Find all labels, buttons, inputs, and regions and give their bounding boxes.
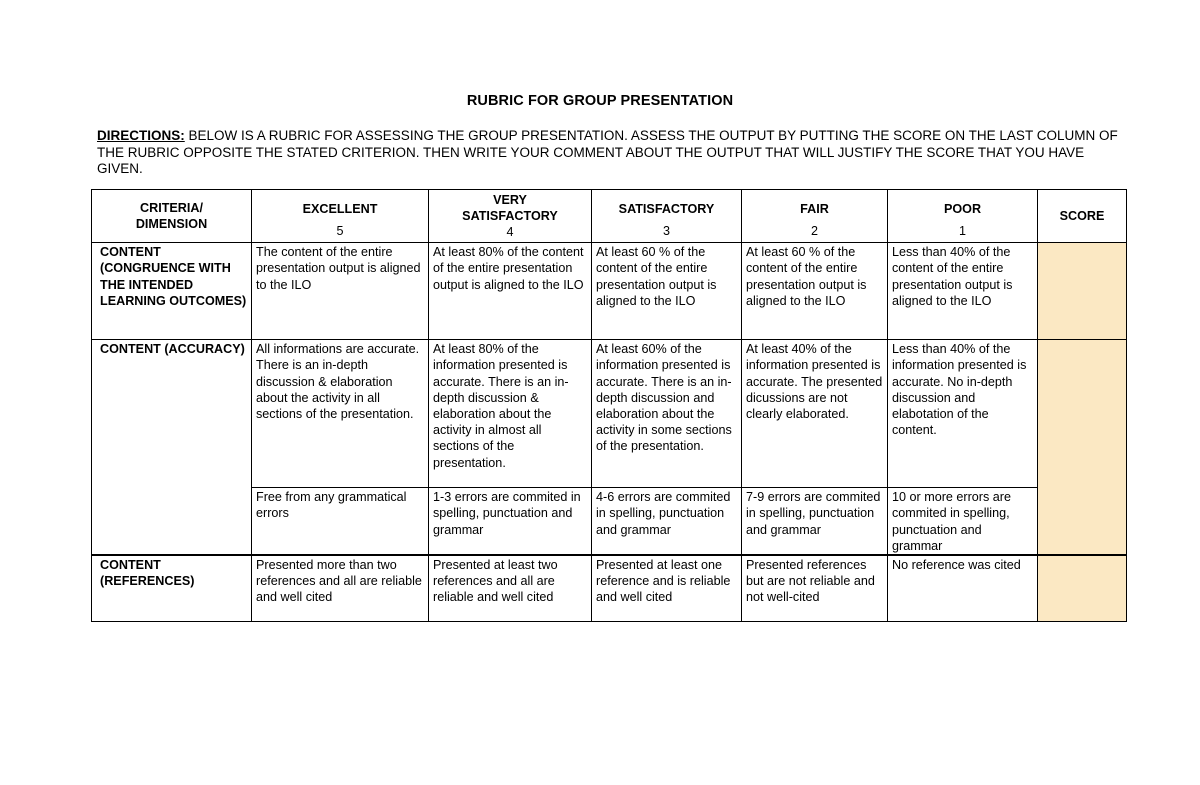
satisfactory-cell: At least 60% of the information presented is accurate. There is an in-depth discussion and elaboration about the activity in some sections of the presentation. bbox=[592, 340, 742, 488]
very-satisfactory-cell: 1-3 errors are commited in spelling, punctuation and grammar bbox=[429, 488, 592, 555]
satisfactory-cell: At least 60 % of the content of the entire presentation output is aligned to the ILO bbox=[592, 243, 742, 340]
table-row bbox=[92, 555, 1127, 621]
satisfactory-cell: 4-6 errors are commited in spelling, punctuation and grammar bbox=[592, 488, 742, 555]
very-satisfactory-cell: At least 80% of the content of the entire presentation output is aligned to the ILO bbox=[429, 243, 592, 340]
header-poor-score: 1 bbox=[958, 224, 966, 238]
header-very-satisfactory-label: VERY SATISFACTORY bbox=[462, 193, 558, 224]
criterion-cell: CONTENT (CONGRUENCE WITH THE INTENDED LEARNING OUTCOMES) bbox=[92, 243, 252, 340]
very-satisfactory-cell: At least 80% of the information presented is accurate. There is an in-depth discussion & elaboration about the activity in almost all sections of the presentation. bbox=[429, 340, 592, 488]
score-input-cell[interactable] bbox=[1038, 243, 1127, 340]
header-fair-score: 2 bbox=[810, 224, 818, 238]
header-fair bbox=[742, 190, 888, 243]
fair-cell: At least 60 % of the content of the entire presentation output is aligned to the ILO bbox=[742, 243, 888, 340]
directions-paragraph bbox=[97, 128, 1127, 178]
score-input-cell[interactable] bbox=[1038, 555, 1127, 621]
poor-cell: 10 or more errors are commited in spelling, punctuation and grammar bbox=[888, 488, 1038, 555]
excellent-cell: Presented more than two references and all are reliable and well cited bbox=[252, 555, 429, 621]
header-poor bbox=[888, 190, 1038, 243]
header-criteria bbox=[92, 190, 252, 243]
directions-text: BELOW IS A RUBRIC FOR ASSESSING THE GROUP PRESENTATION. ASSESS THE OUTPUT BY PUTTING THE SCORE ON THE LAST COLUMN OF THE RUBRIC OPPOSITE THE STATED CRITERION. THEN WRITE YOUR COMMENT ABOUT THE OUTPUT THAT WILL JUSTIFY THE SCORE THAT YOU HAVE GIVEN. bbox=[97, 128, 1118, 176]
header-poor-label: POOR bbox=[943, 202, 982, 216]
criterion-cell: CONTENT (REFERENCES) bbox=[92, 555, 252, 621]
rubric-table bbox=[91, 189, 1127, 622]
table-row bbox=[92, 340, 1127, 488]
header-excellent-score: 5 bbox=[336, 224, 344, 238]
satisfactory-cell: Presented at least one reference and is reliable and well cited bbox=[592, 555, 742, 621]
directions-label: DIRECTIONS: bbox=[97, 128, 185, 143]
poor-cell: No reference was cited bbox=[888, 555, 1038, 621]
criterion-cell: CONTENT (ACCURACY) bbox=[92, 340, 252, 555]
poor-cell: Less than 40% of the content of the entire presentation output is aligned to the ILO bbox=[888, 243, 1038, 340]
header-excellent bbox=[252, 190, 429, 243]
header-score-label: SCORE bbox=[1059, 209, 1105, 223]
fair-cell: 7-9 errors are commited in spelling, punctuation and grammar bbox=[742, 488, 888, 555]
excellent-cell: The content of the entire presentation output is aligned to the ILO bbox=[252, 243, 429, 340]
table-row bbox=[92, 243, 1127, 340]
header-very-satisfactory-score: 4 bbox=[506, 225, 514, 239]
fair-cell: At least 40% of the information presented is accurate. The presented dicussions are not clearly elaborated. bbox=[742, 340, 888, 488]
header-satisfactory-score: 3 bbox=[662, 224, 670, 238]
header-fair-label: FAIR bbox=[800, 202, 829, 216]
header-satisfactory-label: SATISFACTORY bbox=[618, 202, 715, 216]
header-satisfactory bbox=[592, 190, 742, 243]
header-excellent-label: EXCELLENT bbox=[302, 202, 378, 216]
header-very-satisfactory bbox=[429, 190, 592, 243]
very-satisfactory-cell: Presented at least two references and all are reliable and well cited bbox=[429, 555, 592, 621]
excellent-cell: All informations are accurate. There is an in-depth discussion & elaboration about the activity in all sections of the presentation. bbox=[252, 340, 429, 488]
excellent-cell: Free from any grammatical errors bbox=[252, 488, 429, 555]
header-criteria-label: CRITERIA/ DIMENSION bbox=[135, 200, 208, 232]
poor-cell: Less than 40% of the information presented is accurate. No in-depth discussion and elabotation of the content. bbox=[888, 340, 1038, 488]
page-title: RUBRIC FOR GROUP PRESENTATION bbox=[466, 93, 734, 109]
fair-cell: Presented references but are not reliable and not well-cited bbox=[742, 555, 888, 621]
header-score bbox=[1038, 190, 1127, 243]
score-input-cell[interactable] bbox=[1038, 340, 1127, 555]
header-row bbox=[92, 190, 1127, 243]
